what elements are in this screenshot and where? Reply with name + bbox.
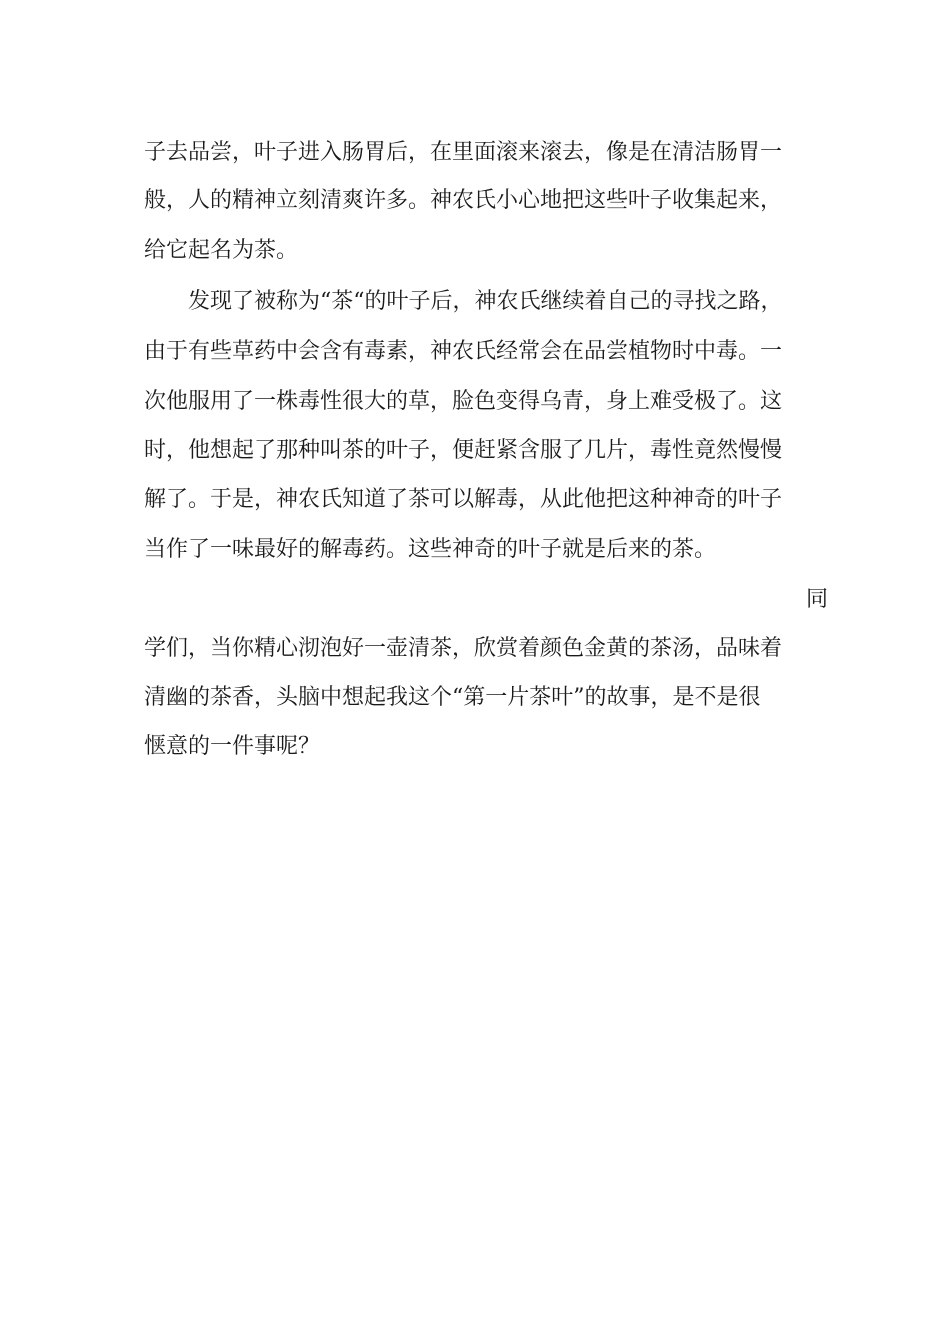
text-line: 由于有些草药中会含有毒素，神农氏经常会在品尝植物时中毒。一 <box>144 339 783 364</box>
text-line: 清幽的茶香，头脑中想起我这个“第一片茶叶”的故事，是不是很 <box>144 685 761 710</box>
text-line: 学们，当你精心沏泡好一壶清茶，欣赏着颜色金黄的茶汤，品味着 <box>144 636 783 661</box>
text-line: 时，他想起了那种叫茶的叶子，便赶紧含服了几片，毒性竟然慢慢 <box>144 438 783 463</box>
text-line: 当作了一味最好的解毒药。这些神奇的叶子就是后来的茶。 <box>144 537 717 562</box>
text-line: 给它起名为茶。 <box>144 238 299 263</box>
text-line: 解了。于是，神农氏知道了茶可以解毒，从此他把这种神奇的叶子 <box>144 487 783 512</box>
text-line: 般，人的精神立刻清爽许多。神农氏小心地把这些叶子收集起来， <box>144 188 783 213</box>
text-line: 子去品尝，叶子进入肠胃后，在里面滚来滚去，像是在清洁肠胃一 <box>144 140 783 165</box>
text-line: 同 <box>805 587 828 612</box>
text-line: 次他服用了一株毒性很大的草，脸色变得乌青，身上难受极了。这 <box>144 389 783 414</box>
text-line: 惬意的一件事呢？ <box>144 734 321 759</box>
text-line: 发现了被称为“茶“的叶子后，神农氏继续着自己的寻找之路， <box>188 289 783 314</box>
